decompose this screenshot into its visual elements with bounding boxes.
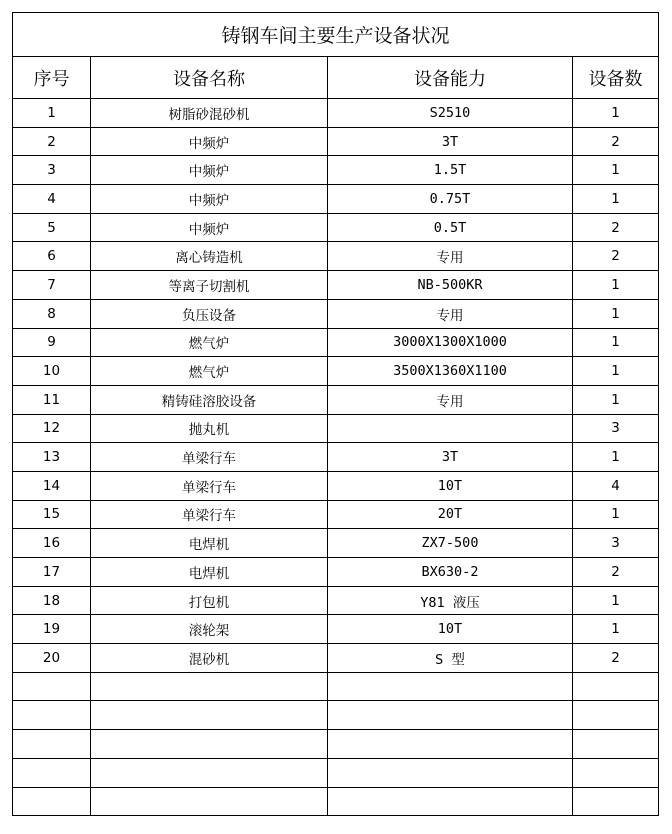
index-cell: 16 bbox=[13, 529, 91, 558]
capacity-cell: S 型 bbox=[328, 644, 573, 673]
capacity-cell bbox=[328, 414, 573, 443]
table-row bbox=[13, 99, 659, 128]
count-cell bbox=[573, 758, 659, 787]
capacity-cell: S2510 bbox=[328, 99, 573, 128]
table-row bbox=[13, 787, 659, 816]
capacity-cell: Y81 液压 bbox=[328, 586, 573, 615]
table-row bbox=[13, 328, 659, 357]
count-cell: 1 bbox=[573, 615, 659, 644]
index-cell: 18 bbox=[13, 586, 91, 615]
header-row bbox=[13, 57, 659, 99]
index-cell bbox=[13, 787, 91, 816]
capacity-cell: 3500X1360X1100 bbox=[328, 357, 573, 386]
capacity-cell bbox=[328, 701, 573, 730]
name-cell bbox=[91, 787, 328, 816]
name-cell: 树脂砂混砂机 bbox=[91, 99, 328, 128]
index-cell: 13 bbox=[13, 443, 91, 472]
header-equipment-capacity: 设备能力 bbox=[328, 57, 573, 99]
capacity-cell bbox=[328, 758, 573, 787]
name-cell: 电焊机 bbox=[91, 558, 328, 587]
table-row bbox=[13, 558, 659, 587]
count-cell: 2 bbox=[573, 213, 659, 242]
count-cell: 1 bbox=[573, 156, 659, 185]
header-equipment-count: 设备数 bbox=[573, 57, 659, 99]
count-cell: 1 bbox=[573, 385, 659, 414]
capacity-cell: 1.5T bbox=[328, 156, 573, 185]
title-row bbox=[13, 13, 659, 57]
name-cell bbox=[91, 758, 328, 787]
capacity-cell: BX630-2 bbox=[328, 558, 573, 587]
header-index: 序号 bbox=[13, 57, 91, 99]
count-cell: 3 bbox=[573, 529, 659, 558]
name-cell: 离心铸造机 bbox=[91, 242, 328, 271]
index-cell: 12 bbox=[13, 414, 91, 443]
name-cell bbox=[91, 730, 328, 759]
table-row bbox=[13, 242, 659, 271]
index-cell: 2 bbox=[13, 127, 91, 156]
index-cell: 17 bbox=[13, 558, 91, 587]
index-cell: 1 bbox=[13, 99, 91, 128]
capacity-cell: 10T bbox=[328, 471, 573, 500]
capacity-cell: 10T bbox=[328, 615, 573, 644]
table-row bbox=[13, 299, 659, 328]
capacity-cell: 0.5T bbox=[328, 213, 573, 242]
capacity-cell: 专用 bbox=[328, 242, 573, 271]
capacity-cell: ZX7-500 bbox=[328, 529, 573, 558]
name-cell: 中频炉 bbox=[91, 185, 328, 214]
count-cell: 1 bbox=[573, 357, 659, 386]
table-row bbox=[13, 758, 659, 787]
index-cell: 5 bbox=[13, 213, 91, 242]
count-cell: 2 bbox=[573, 644, 659, 673]
name-cell bbox=[91, 701, 328, 730]
table-row bbox=[13, 701, 659, 730]
count-cell: 1 bbox=[573, 500, 659, 529]
table-row bbox=[13, 271, 659, 300]
name-cell: 单梁行车 bbox=[91, 443, 328, 472]
header-equipment-name: 设备名称 bbox=[91, 57, 328, 99]
index-cell: 8 bbox=[13, 299, 91, 328]
name-cell: 等离子切割机 bbox=[91, 271, 328, 300]
name-cell: 中频炉 bbox=[91, 127, 328, 156]
capacity-cell: 专用 bbox=[328, 385, 573, 414]
index-cell bbox=[13, 701, 91, 730]
name-cell: 混砂机 bbox=[91, 644, 328, 673]
count-cell: 1 bbox=[573, 185, 659, 214]
table-row bbox=[13, 730, 659, 759]
index-cell: 19 bbox=[13, 615, 91, 644]
table-row bbox=[13, 127, 659, 156]
name-cell: 中频炉 bbox=[91, 213, 328, 242]
capacity-cell bbox=[328, 672, 573, 701]
index-cell: 20 bbox=[13, 644, 91, 673]
capacity-cell: 3T bbox=[328, 127, 573, 156]
table-row bbox=[13, 357, 659, 386]
name-cell: 滚轮架 bbox=[91, 615, 328, 644]
count-cell: 1 bbox=[573, 99, 659, 128]
table-row bbox=[13, 213, 659, 242]
count-cell: 1 bbox=[573, 299, 659, 328]
index-cell: 6 bbox=[13, 242, 91, 271]
table-body bbox=[13, 99, 659, 816]
table-row bbox=[13, 529, 659, 558]
capacity-cell: 3000X1300X1000 bbox=[328, 328, 573, 357]
equipment-table bbox=[12, 12, 659, 816]
index-cell: 11 bbox=[13, 385, 91, 414]
index-cell: 4 bbox=[13, 185, 91, 214]
capacity-cell bbox=[328, 730, 573, 759]
name-cell: 电焊机 bbox=[91, 529, 328, 558]
name-cell: 单梁行车 bbox=[91, 500, 328, 529]
index-cell bbox=[13, 758, 91, 787]
table-row bbox=[13, 443, 659, 472]
table-row bbox=[13, 615, 659, 644]
count-cell: 1 bbox=[573, 443, 659, 472]
name-cell: 精铸硅溶胶设备 bbox=[91, 385, 328, 414]
count-cell bbox=[573, 701, 659, 730]
index-cell: 14 bbox=[13, 471, 91, 500]
count-cell bbox=[573, 730, 659, 759]
name-cell bbox=[91, 672, 328, 701]
table-row bbox=[13, 644, 659, 673]
table-row bbox=[13, 471, 659, 500]
capacity-cell: 专用 bbox=[328, 299, 573, 328]
table-row bbox=[13, 385, 659, 414]
table-row bbox=[13, 672, 659, 701]
table-row bbox=[13, 500, 659, 529]
table-row bbox=[13, 414, 659, 443]
count-cell: 1 bbox=[573, 271, 659, 300]
name-cell: 抛丸机 bbox=[91, 414, 328, 443]
capacity-cell: 3T bbox=[328, 443, 573, 472]
index-cell: 10 bbox=[13, 357, 91, 386]
count-cell: 2 bbox=[573, 558, 659, 587]
table-row bbox=[13, 586, 659, 615]
capacity-cell: 20T bbox=[328, 500, 573, 529]
name-cell: 燃气炉 bbox=[91, 357, 328, 386]
count-cell: 4 bbox=[573, 471, 659, 500]
count-cell bbox=[573, 672, 659, 701]
index-cell: 15 bbox=[13, 500, 91, 529]
name-cell: 单梁行车 bbox=[91, 471, 328, 500]
index-cell bbox=[13, 730, 91, 759]
capacity-cell bbox=[328, 787, 573, 816]
name-cell: 燃气炉 bbox=[91, 328, 328, 357]
count-cell: 1 bbox=[573, 586, 659, 615]
count-cell: 3 bbox=[573, 414, 659, 443]
index-cell: 3 bbox=[13, 156, 91, 185]
index-cell: 9 bbox=[13, 328, 91, 357]
count-cell: 1 bbox=[573, 328, 659, 357]
table-row bbox=[13, 185, 659, 214]
count-cell: 2 bbox=[573, 127, 659, 156]
index-cell bbox=[13, 672, 91, 701]
capacity-cell: 0.75T bbox=[328, 185, 573, 214]
table-title: 铸钢车间主要生产设备状况 bbox=[13, 13, 659, 57]
capacity-cell: NB-500KR bbox=[328, 271, 573, 300]
count-cell bbox=[573, 787, 659, 816]
name-cell: 负压设备 bbox=[91, 299, 328, 328]
name-cell: 中频炉 bbox=[91, 156, 328, 185]
name-cell: 打包机 bbox=[91, 586, 328, 615]
count-cell: 2 bbox=[573, 242, 659, 271]
table-row bbox=[13, 156, 659, 185]
index-cell: 7 bbox=[13, 271, 91, 300]
